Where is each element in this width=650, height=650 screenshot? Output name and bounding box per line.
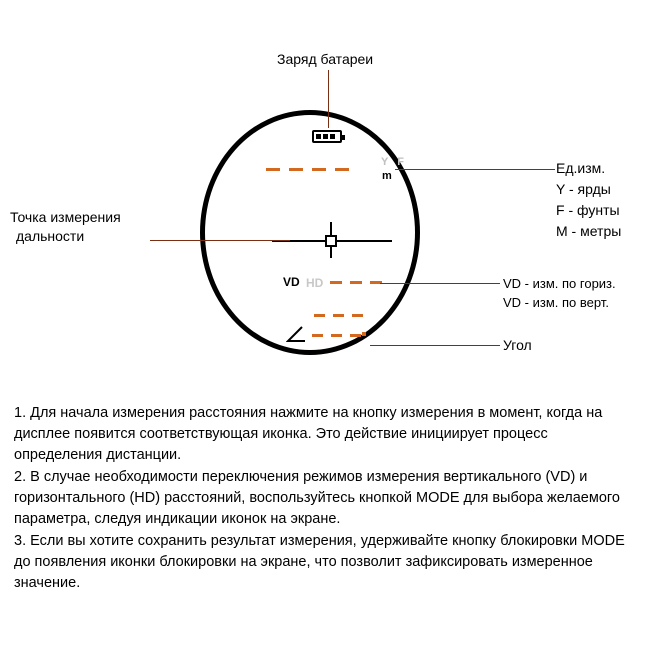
unit-yf-indicator: Y F [381,156,407,168]
instruction-step-1: 1. Для начала измерения расстояния нажмите на кнопку измерения в момент, когда на дисплее появится соответствующая иконка. Это действие инициирует процесс определения дистанции. [14,405,603,463]
angle-value-dashes-bottom [312,334,361,337]
unit-m-indicator: m [382,170,392,182]
angle-degree-dot [362,332,366,336]
angle-icon [286,325,306,343]
callout-vd [503,274,616,312]
hd-mode-indicator: HD [306,276,324,290]
battery-icon [312,130,342,143]
angle-value-dashes-top [314,314,363,317]
leader-measure-point [150,240,290,241]
callout-measure-point-line2: дальности [16,228,85,244]
leader-battery [328,70,329,128]
distance-dashes [266,168,349,171]
scope-circle [200,110,420,355]
leader-units [395,169,555,170]
callout-units-line-1: F - фунты [556,202,620,218]
callout-units-line-0: Y - ярды [556,181,611,197]
instruction-step-2: 2. В случае необходимости переключения режимов измерения вертикального (VD) и горизонтального (HD) расстояний, воспользуйтесь кнопкой MODE для выбора желаемого параметра, следуя индикации иконок на экране. [14,469,620,527]
battery-cells [316,134,335,139]
callout-angle: Угол [503,337,532,353]
callout-vd-line2: VD - изм. по верт. [503,295,609,310]
leader-angle [370,345,500,346]
vd-value-dashes [330,281,382,284]
callout-vd-line1: VD - изм. по гориз. [503,276,616,291]
instruction-step-3: 3. Если вы хотите сохранить результат измерения, удерживайте кнопку блокировки MODE до появления иконки блокировки на экране, что позволит зафиксировать измеренное значение. [14,533,625,591]
callout-units [556,158,621,242]
crosshair-center-box [325,235,337,247]
leader-vd [380,283,500,284]
callout-measure-point [10,208,170,246]
vd-mode-indicator: VD [283,275,300,289]
callout-units-title: Ед.изм. [556,160,606,176]
callout-measure-point-line1: Точка измерения [10,209,121,225]
callout-units-line-2: M - метры [556,223,622,239]
instructions-block [14,403,636,595]
callout-battery: Заряд батареи [277,51,374,67]
